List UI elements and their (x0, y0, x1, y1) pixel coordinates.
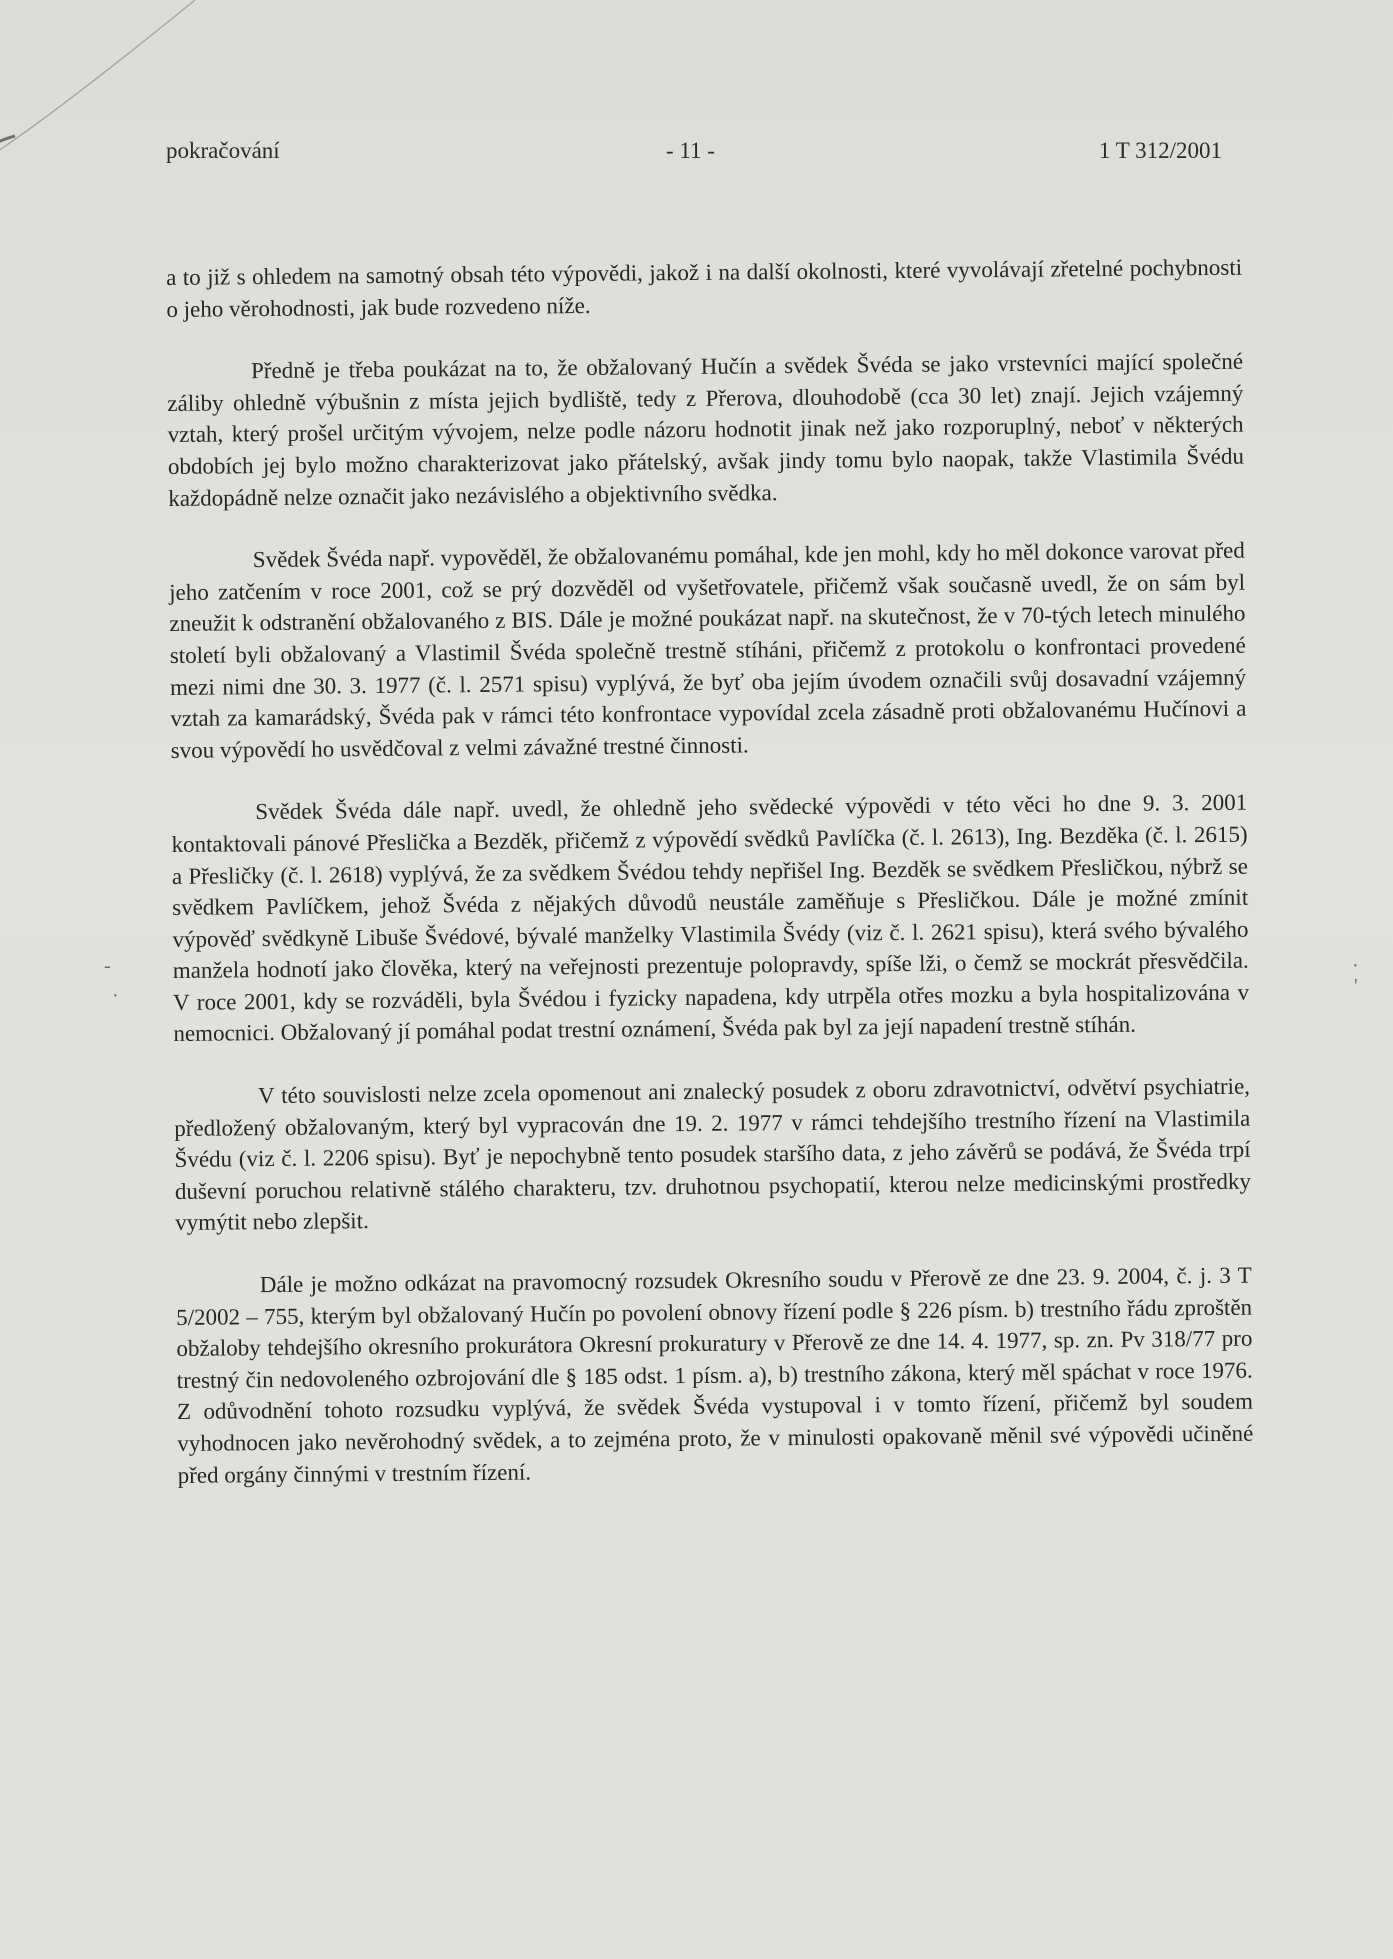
document-body (166, 252, 1254, 1522)
page-number: - 11 - (666, 138, 715, 163)
margin-mark: · (1352, 955, 1359, 977)
header-continuation: pokračování (166, 138, 280, 163)
margin-mark: ' (1354, 975, 1358, 997)
paragraph-1: a to již s ohledem na samotný obsah této výpovědi, jakož i na další okolnosti, které vyvolávají zřetelné pochybnosti o jeho věrohodnosti, jak bude rozvedeno níže. (166, 254, 1243, 322)
case-number: 1 T 312/2001 (1098, 138, 1222, 163)
page-header (166, 138, 1222, 172)
paragraph-5: V této souvislosti nelze zcela opomenout ani znalecký posudek z oboru zdravotnictví, odvětví psychiatrie, předložený obžalovaným, který byl vypracován dne 19. 2. 1977 v rámci tehdejšího trestního řízení na Vlastimila Švédu (viz č. l. 2206 spisu). Byť je nepochybně tento posudek staršího data, z jeho závěrů se podává, že Švéda trpí duševní poruchou relativně stálého charakteru, tzv. druhotnou psychopatií, kterou nelze medicinskými prostředky vymýtit nebo zlepšit. (174, 1073, 1251, 1236)
paragraph-4: Svědek Švéda dále např. uvedl, že ohledně jeho svědecké výpovědi v této věci ho dne 9. 3. 2001 kontaktovali pánové Přeslička a Bezděk, přičemž z výpovědí svědků Pavlíčka (č. l. 2613), Ing. Bezděka (č. l. 2615) a Přesličky (č. l. 2618) vyplývá, že za svědkem Švédou tehdy nepřišel Ing. Bezděk se svědkem Přesličkou, nýbrž se svědkem Pavlíčkem, jehož Švéda z nějakých důvodů neustále zaměňuje s Přesličkou. Dále je možné zmínit výpověď svědkyně Libuše Švédové, bývalé manželky Vlastimila Švédy (viz č. l. 2621 spisu), která svého bývalého manžela hodnotí jako člověka, který na veřejnosti prezentuje polopravdy, spíše lži, o čemž se mockrát přesvědčila. V roce 2001, kdy se rozváděli, byla Švédou i fyzicky napadena, kdy utrpěla otřes mozku a byla hospitalizována v nemocnici. Obžalovaný jí pomáhal podat trestní oznámení, Švéda pak byl za její napadení trestně stíhán. (171, 789, 1250, 1047)
margin-mark: - (104, 955, 111, 977)
paragraph-6: Dále je možno odkázat na pravomocný rozsudek Okresního soudu v Přerově ze dne 23. 9. 2004, č. j. 3 T 5/2002 – 755, kterým byl obžalovaný Hučín po povolení obnovy řízení podle § 226 písm. b) trestního řádu zproštěn obžaloby tehdejšího okresního prokurátora Okresní prokuratury v Přerově ze dne 14. 4. 1977, sp. zn. Pv 318/77 pro trestný čin nedovoleného ozbrojování dle § 185 odst. 1 písm. a), b) trestního zákona, který měl spáchat v roce 1976. Z odůvodnění tohoto rozsudku vyplývá, že svědek Švéda vystupoval i v tomto řízení, přičemž byl soudem vyhodnocen jako nevěrohodný svědek, a to zejména proto, že v minulosti opakovaně měnil své výpovědi učiněné před orgány činnými v trestním řízení. (176, 1262, 1254, 1488)
paper-crease-mark (0, 0, 240, 160)
margin-mark: · (112, 985, 119, 1007)
paragraph-2: Předně je třeba poukázat na to, že obžalovaný Hučín a svědek Švéda se jako vrstevníci mající společné záliby ohledně výbušnin z místa jejich bydliště, tedy z Přerova, dlouhodobě (cca 30 let) znají. Jejich vzájemný vztah, který prošel určitým vývojem, nelze podle názoru hodnotit jinak než jako rozporuplný, neboť v některých obdobích jej bylo možno charakterizovat jako přátelský, avšak jindy tomu bylo naopak, takže Vlastimila Švédu každopádně nelze označit jako nezávislého a objektivního svědka. (167, 348, 1245, 511)
paragraph-3: Svědek Švéda např. vypověděl, že obžalovanému pomáhal, kde jen mohl, kdy ho měl dokonce varovat před jeho zatčením v roce 2001, což se prý dozvěděl od vyšetřovatele, přičemž však současně uvedl, že on sám byl zneužit k odstranění obžalovaného z BIS. Dále je možné poukázat např. na skutečnost, že v 70-tých letech minulého století byli obžalovaný a Vlastimil Švéda společně trestně stíháni, přičemž z protokolu o konfrontaci provedené mezi nimi dne 30. 3. 1977 (č. l. 2571 spisu) vyplývá, že byť oba jejím úvodem označili svůj dosavadní vzájemný vztah za kamarádský, Švéda pak v rámci této konfrontace vypovídal zcela zásadně proti obžalovanému Hučínovi a svou výpovědí ho usvědčoval z velmi závažné trestné činnosti. (169, 537, 1247, 763)
